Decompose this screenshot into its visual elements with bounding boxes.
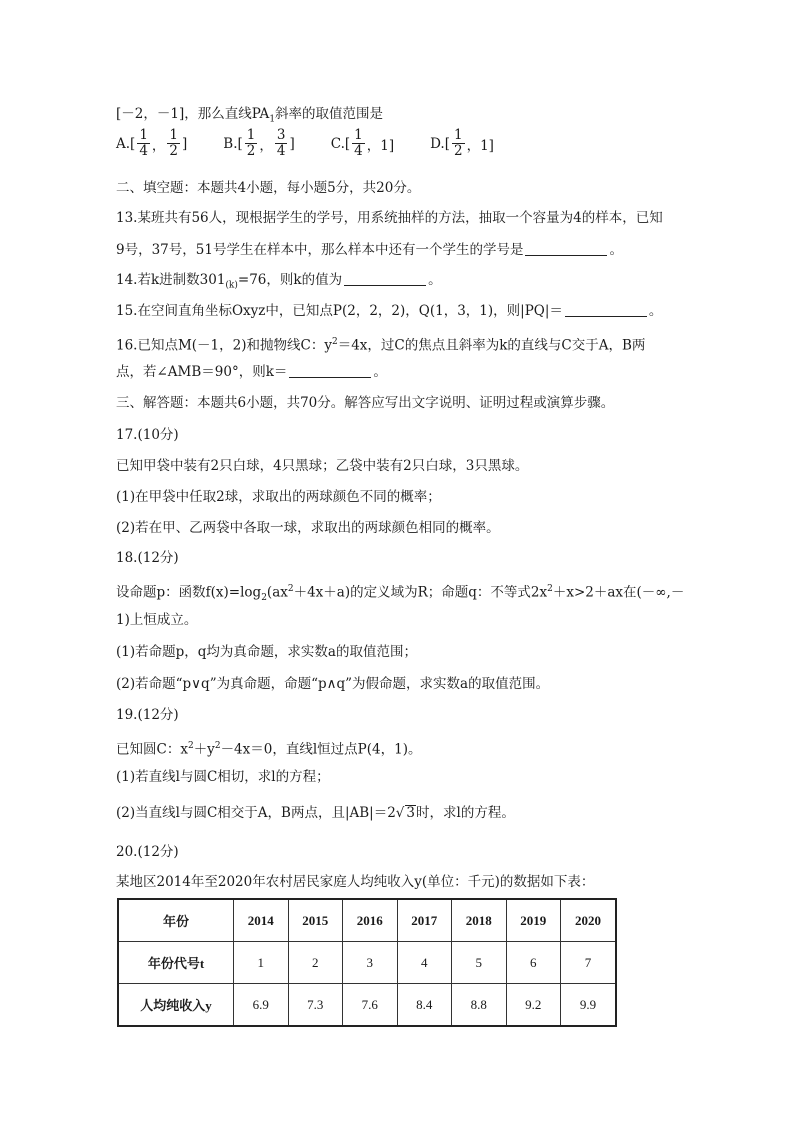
- q19-sup1: 2: [187, 741, 194, 751]
- table-cell: 9.2: [506, 984, 561, 1027]
- answer-blank: [565, 302, 647, 317]
- answer-blank: [289, 363, 371, 378]
- sqrt-symbol: √: [395, 805, 405, 821]
- q19-sup2: 2: [214, 741, 221, 751]
- answer-blank: [525, 241, 607, 256]
- separator: ，1]: [366, 137, 395, 154]
- q17-stem: 已知甲袋中装有2只白球，4只黑球；乙袋中装有2只白球，3只黑球。: [116, 458, 529, 474]
- table-row: [118, 984, 616, 1027]
- q19-text-c: －4x＝0，直线l恒过点P(4，1)。: [220, 741, 422, 758]
- denominator: 4: [354, 143, 363, 159]
- table-cell: 2020: [561, 899, 617, 942]
- q13-line2: [116, 240, 623, 260]
- q12-stem: [116, 104, 383, 130]
- q20-stem: 某地区2014年至2020年农村居民家庭人均纯收入y(单位：千元)的数据如下表：: [116, 874, 595, 890]
- table-cell: 3: [343, 942, 398, 984]
- q19-text-b: ＋y: [193, 741, 215, 758]
- q18-text-c: ＋4x＋a)的定义域为R；命题q：不等式2x: [293, 584, 548, 601]
- q18-part2: (2)若命题“p∨q”为真命题，命题“p∧q”为假命题，求实数a的取值范围。: [116, 676, 550, 692]
- row-header: 年份代号t: [118, 942, 234, 984]
- q18-text-d: ＋x>2＋ax在(－∞,－: [552, 584, 685, 601]
- q12-options: [116, 128, 530, 159]
- close-bracket: ]: [289, 135, 295, 152]
- table-cell: 8.8: [452, 984, 507, 1027]
- table-cell: 2016: [343, 899, 398, 942]
- q19-part2: [116, 803, 515, 823]
- denominator: 2: [246, 143, 256, 159]
- table-cell: 7.3: [288, 984, 343, 1027]
- q12-option-c: [331, 128, 394, 159]
- separator: ，1]: [466, 137, 494, 154]
- q18-text-a: 设命题p：函数f(x)=log: [116, 584, 262, 601]
- q16-line2-text: 点，若∠AMB＝90°，则k＝: [116, 364, 288, 380]
- table-cell: 6: [506, 942, 561, 984]
- numerator: 3: [276, 127, 286, 143]
- table-cell: 7.6: [343, 984, 398, 1027]
- table-cell: 2014: [234, 899, 289, 942]
- fraction: [275, 128, 288, 159]
- numerator: 1: [246, 127, 256, 143]
- q14-text: 14.若k进制数301: [116, 272, 226, 288]
- separator: ，: [259, 137, 273, 154]
- q12-option-d: [430, 128, 494, 159]
- option-label: B.[: [223, 135, 243, 152]
- q19-part1: (1)若直线l与圆C相切，求l的方程；: [116, 769, 330, 785]
- fraction: [452, 128, 465, 159]
- q17-part1: (1)在甲袋中任取2球，求取出的两球颜色不同的概率；: [116, 489, 441, 505]
- q14-post: =76，则k的值为: [237, 272, 343, 288]
- q18-line1: [116, 579, 684, 608]
- table-cell: 8.4: [397, 984, 452, 1027]
- q15: [116, 301, 662, 321]
- table-cell: 7: [561, 942, 617, 984]
- q13-line2-text: 9号，37号，51号学生在样本中，那么样本中还有一个学生的学号是: [116, 242, 524, 258]
- table-cell: 5: [452, 942, 507, 984]
- fraction: [245, 128, 258, 159]
- period: 。: [648, 303, 663, 319]
- q18-sub: 2: [261, 593, 267, 604]
- sqrt-radicand: 3: [406, 805, 415, 821]
- table-row: [118, 899, 616, 942]
- table-cell: 6.9: [234, 984, 289, 1027]
- separator: ，: [151, 137, 166, 154]
- income-table: [117, 898, 617, 1027]
- q19-title: 19.(12分): [116, 707, 179, 723]
- row-header: 人均纯收入y: [118, 984, 234, 1027]
- denominator: 2: [454, 143, 463, 159]
- table-cell: 1: [234, 942, 289, 984]
- table-row: [118, 942, 616, 984]
- row-header: 年份: [118, 899, 234, 942]
- q16-post: ＝4x，过C的焦点且斜率为k的直线与C交于A，B两: [337, 337, 646, 354]
- table-cell: 2018: [452, 899, 507, 942]
- q18-line2: 1)上恒成立。: [116, 612, 198, 628]
- q19-stem: [116, 736, 421, 760]
- table-cell: 9.9: [561, 984, 617, 1027]
- q17-title: 17.(10分): [116, 427, 179, 443]
- q16-text: 16.已知点M(－1，2)和抛物线C：y: [116, 337, 332, 354]
- answer-blank: [344, 271, 426, 286]
- q15-text: 15.在空间直角坐标Oxyz中，已知点P(2，2，2)，Q(1，3，1)，则|PQ|＝: [116, 303, 563, 319]
- q14: [116, 270, 442, 296]
- q19-text-a: 已知圆C：x: [116, 741, 188, 758]
- q16-line2: [116, 362, 387, 382]
- q12-stem-sub: 1: [269, 114, 276, 125]
- option-label: C.[: [330, 135, 351, 152]
- table-cell: 2: [288, 942, 343, 984]
- fraction: [352, 128, 365, 159]
- q19-p2-end: 时，求l的方程。: [416, 805, 515, 821]
- q18-part1: (1)若命题p，q均为真命题，求实数a的取值范围；: [116, 644, 417, 660]
- table-cell: 2019: [506, 899, 561, 942]
- option-label: D.[: [430, 135, 450, 152]
- q16-sup: 2: [331, 337, 338, 347]
- numerator: 1: [139, 127, 148, 143]
- q12-option-a: [116, 128, 187, 159]
- period: 。: [428, 272, 442, 288]
- q12-stem-text: [－2，－1]，那么直线PA: [116, 106, 270, 122]
- numerator: 1: [169, 127, 178, 143]
- fraction: [167, 128, 180, 159]
- q20-title: 20.(12分): [116, 844, 179, 860]
- q12-option-b: [223, 128, 294, 159]
- denominator: 2: [169, 143, 178, 159]
- denominator: 4: [139, 143, 148, 159]
- q18-sup1: 2: [287, 584, 294, 594]
- section2-heading: 二、填空题：本题共4小题，每小题5分，共20分。: [116, 180, 421, 196]
- table-cell: 2015: [288, 899, 343, 942]
- q19-p2-text: (2)当直线l与圆C相交于A，B两点，且|AB|＝2: [116, 805, 396, 821]
- table-cell: 2017: [397, 899, 452, 942]
- q18-text-b: (ax: [266, 584, 288, 601]
- q18-sup2: 2: [547, 584, 553, 594]
- q14-sub: (k): [225, 280, 238, 291]
- q13-line1: 13.某班共有56人，现根据学生的学号，用系统抽样的方法，抽取一个容量为4的样本，已知: [116, 210, 663, 226]
- fraction: [137, 128, 150, 159]
- q16-line1: [116, 332, 645, 356]
- section3-heading: 三、解答题：本题共6小题，共70分。解答应写出文字说明、证明过程或演算步骤。: [116, 395, 615, 411]
- table-cell: 4: [397, 942, 452, 984]
- q18-title: 18.(12分): [116, 550, 179, 566]
- period: 。: [609, 242, 623, 258]
- period: 。: [373, 364, 387, 380]
- denominator: 4: [276, 143, 286, 159]
- numerator: 1: [354, 127, 363, 143]
- q12-stem-end: 斜率的取值范围是: [275, 106, 384, 122]
- option-label: A.[: [116, 135, 136, 152]
- numerator: 1: [454, 127, 463, 143]
- q17-part2: (2)若在甲、乙两袋中各取一球，求取出的两球颜色相同的概率。: [116, 520, 500, 536]
- close-bracket: ]: [182, 135, 188, 152]
